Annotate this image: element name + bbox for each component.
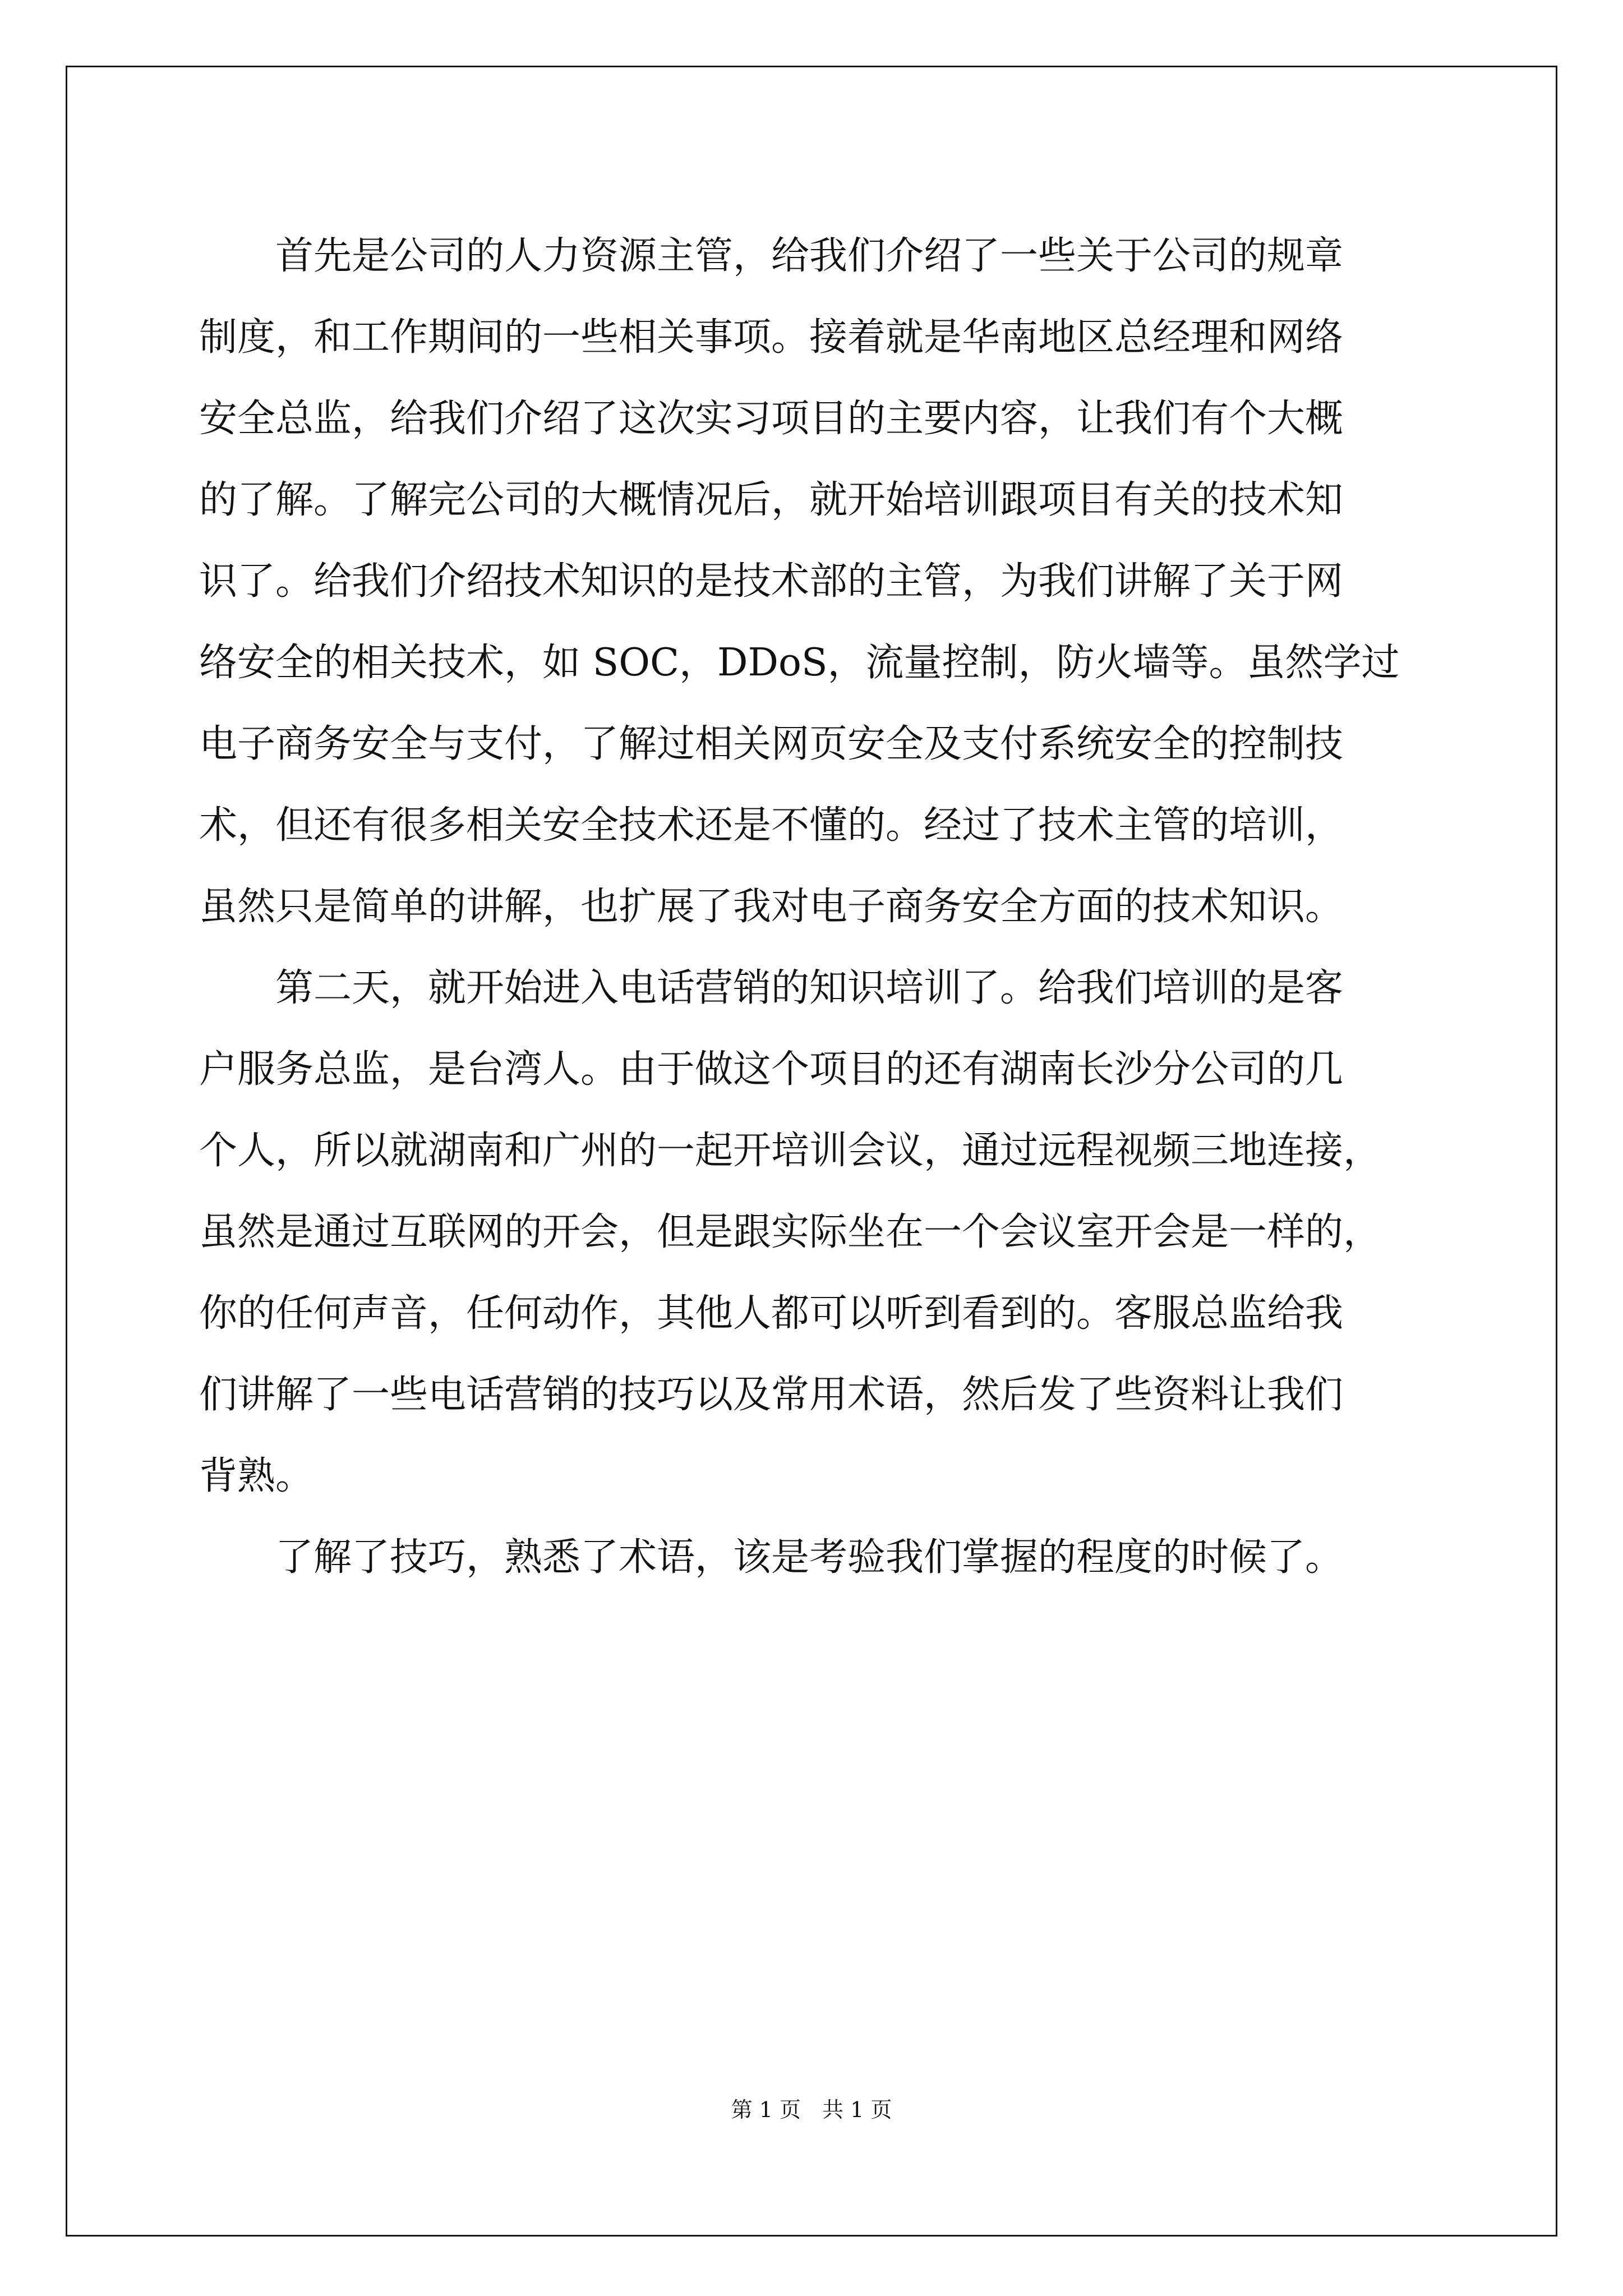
text-line: 虽然是通过互联网的开会，但是跟实际坐在一个会议室开会是一样的， xyxy=(199,1210,1382,1254)
text-line: 第二天，就开始进入电话营销的知识培训了。给我们培训的是客 xyxy=(275,966,1344,1010)
page-footer: 第 1 页 共 1 页 xyxy=(731,2097,892,2122)
text-line: 你的任何声音，任何动作，其他人都可以听到看到的。客服总监给我 xyxy=(199,1291,1344,1336)
text-line: 电子商务安全与支付，了解过相关网页安全及支付系统安全的控制技 xyxy=(199,722,1344,766)
document-body xyxy=(199,215,1424,1598)
text-line: 制度，和工作期间的一些相关事项。接着就是华南地区总经理和网络 xyxy=(199,315,1344,360)
text-line: 了解了技巧，熟悉了术语，该是考验我们掌握的程度的时候了。 xyxy=(275,1535,1344,1580)
text-line: 识了。给我们介绍技术知识的是技术部的主管，为我们讲解了关于网 xyxy=(199,559,1344,604)
text-line: 络安全的相关技术，如 SOC，DDoS，流量控制，防火墙等。虽然学过 xyxy=(199,641,1400,685)
text-line: 个人，所以就湖南和广州的一起开培训会议，通过远程视频三地连接， xyxy=(199,1129,1382,1173)
text-line: 的了解。了解完公司的大概情况后，就开始培训跟项目有关的技术知 xyxy=(199,478,1344,522)
text-line: 背熟。 xyxy=(199,1454,314,1498)
text-line: 户服务总监，是台湾人。由于做这个项目的还有湖南长沙分公司的几 xyxy=(199,1047,1344,1092)
text-line: 们讲解了一些电话营销的技巧以及常用术语，然后发了些资料让我们 xyxy=(199,1373,1344,1417)
text-line: 首先是公司的人力资源主管，给我们介绍了一些关于公司的规章 xyxy=(275,234,1344,278)
text-line: 术，但还有很多相关安全技术还是不懂的。经过了技术主管的培训， xyxy=(199,803,1344,848)
text-line: 安全总监，给我们介绍了这次实习项目的主要内容，让我们有个大概 xyxy=(199,397,1344,441)
text-line: 虽然只是简单的讲解，也扩展了我对电子商务安全方面的技术知识。 xyxy=(199,885,1344,929)
